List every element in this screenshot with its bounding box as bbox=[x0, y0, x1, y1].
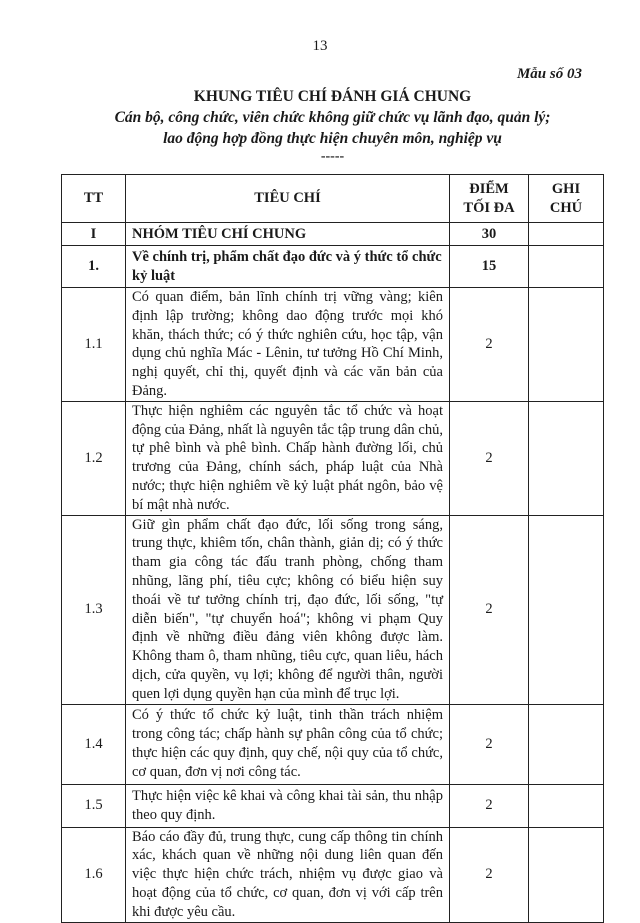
row-tt: 1.6 bbox=[62, 827, 126, 922]
header-note-line-2: CHÚ bbox=[549, 199, 583, 216]
table-row bbox=[62, 246, 604, 288]
table-row bbox=[62, 288, 604, 402]
row-note bbox=[529, 223, 604, 246]
row-criteria: Giữ gìn phẩm chất đạo đức, lối sống trong sáng, trung thực, khiêm tốn, chân thành, giản dị; có ý thức tham gia công tác đấu tranh phòng, chống tham nhũng, lãng phí, tiêu cực; không có biểu hiện suy thoái về tư tưởng chính trị, đạo đức, lối sống, "tự diễn biến", "tự chuyển hoá"; không vi phạm Quy định về những điều đảng viên không được làm. Không tham ô, tham nhũng, tiêu cực, quan liêu, hách dịch, cửa quyền, vụ lợi; không để người thân, người quen lợi dụng quyền hạn của mình để trục lợi. bbox=[126, 515, 450, 704]
row-tt: 1.4 bbox=[62, 704, 126, 784]
table-row bbox=[62, 784, 604, 827]
row-max-score: 2 bbox=[450, 827, 529, 922]
header-max-score bbox=[450, 175, 529, 223]
row-note bbox=[529, 246, 604, 288]
row-criteria: Báo cáo đầy đủ, trung thực, cung cấp thông tin chính xác, khách quan về những nội dung liên quan đến việc thực hiện chức trách, nhiệm vụ được giao và hoạt động của tổ chức, cơ quan, đơn vị với cấp trên khi được yêu cầu. bbox=[126, 827, 450, 922]
table-row bbox=[62, 827, 604, 922]
header-max-score-line-2: TỐI ĐA bbox=[463, 199, 515, 216]
row-tt: 1.5 bbox=[62, 784, 126, 827]
row-criteria: NHÓM TIÊU CHÍ CHUNG bbox=[126, 223, 450, 246]
criteria-table bbox=[61, 174, 604, 923]
row-tt: 1.1 bbox=[62, 288, 126, 402]
row-note bbox=[529, 288, 604, 402]
page-number: 13 bbox=[312, 38, 328, 54]
table-row bbox=[62, 515, 604, 704]
table-header-row bbox=[62, 175, 604, 223]
row-tt: 1.3 bbox=[62, 515, 126, 704]
row-tt: I bbox=[62, 223, 126, 246]
row-note bbox=[529, 704, 604, 784]
row-tt: 1.2 bbox=[62, 401, 126, 515]
header-note bbox=[529, 175, 604, 223]
row-note bbox=[529, 401, 604, 515]
row-criteria: Có quan điểm, bản lĩnh chính trị vững vàng; kiên định lập trường; không dao động trước mọi khó khăn, thách thức; có ý thức nghiên cứu, học tập, vận dụng chủ nghĩa Mác - Lênin, tư tưởng Hồ Chí Minh, nghị quyết, chỉ thị, quyết định và các văn bản của Đảng. bbox=[126, 288, 450, 402]
row-max-score: 30 bbox=[450, 223, 529, 246]
form-number: Mẫu số 03 bbox=[516, 66, 582, 82]
row-note bbox=[529, 827, 604, 922]
row-max-score: 2 bbox=[450, 784, 529, 827]
row-tt: 1. bbox=[62, 246, 126, 288]
row-max-score: 2 bbox=[450, 515, 529, 704]
row-max-score: 2 bbox=[450, 704, 529, 784]
row-criteria: Thực hiện việc kê khai và công khai tài sản, thu nhập theo quy định. bbox=[126, 784, 450, 827]
heading-divider: ----- bbox=[320, 149, 345, 164]
row-note bbox=[529, 784, 604, 827]
document-title: KHUNG TIÊU CHÍ ĐÁNH GIÁ CHUNG bbox=[193, 88, 472, 105]
header-note-line-1: GHI bbox=[551, 180, 581, 197]
table-row bbox=[62, 401, 604, 515]
document-subtitle-line-1: Cán bộ, công chức, viên chức không giữ chức vụ lãnh đạo, quản lý; bbox=[114, 109, 551, 126]
document-subtitle-line-2: lao động hợp đồng thực hiện chuyên môn, nghiệp vụ bbox=[163, 130, 502, 147]
row-criteria: Thực hiện nghiêm các nguyên tắc tổ chức và hoạt động của Đảng, nhất là nguyên tắc tập trung dân chủ, tự phê bình và phê bình. Chấp hành đường lối, chủ trương của Đảng, chính sách, pháp luật của Nhà nước; thực hiện nghiêm về kỷ luật phát ngôn, bảo vệ bí mật nhà nước. bbox=[126, 401, 450, 515]
row-max-score: 2 bbox=[450, 401, 529, 515]
row-criteria: Có ý thức tổ chức kỷ luật, tinh thần trách nhiệm trong công tác; chấp hành sự phân công của tổ chức; thực hiện các quy định, quy chế, nội quy của tổ chức, cơ quan, đơn vị nơi công tác. bbox=[126, 704, 450, 784]
row-max-score: 2 bbox=[450, 288, 529, 402]
row-criteria: Về chính trị, phẩm chất đạo đức và ý thức tổ chức kỷ luật bbox=[126, 246, 450, 288]
document-heading bbox=[60, 86, 605, 165]
header-tt: TT bbox=[62, 175, 126, 223]
row-note bbox=[529, 515, 604, 704]
table-row bbox=[62, 704, 604, 784]
header-max-score-line-1: ĐIỂM bbox=[469, 180, 509, 197]
table-row bbox=[62, 223, 604, 246]
row-max-score: 15 bbox=[450, 246, 529, 288]
header-criteria: TIÊU CHÍ bbox=[126, 175, 450, 223]
